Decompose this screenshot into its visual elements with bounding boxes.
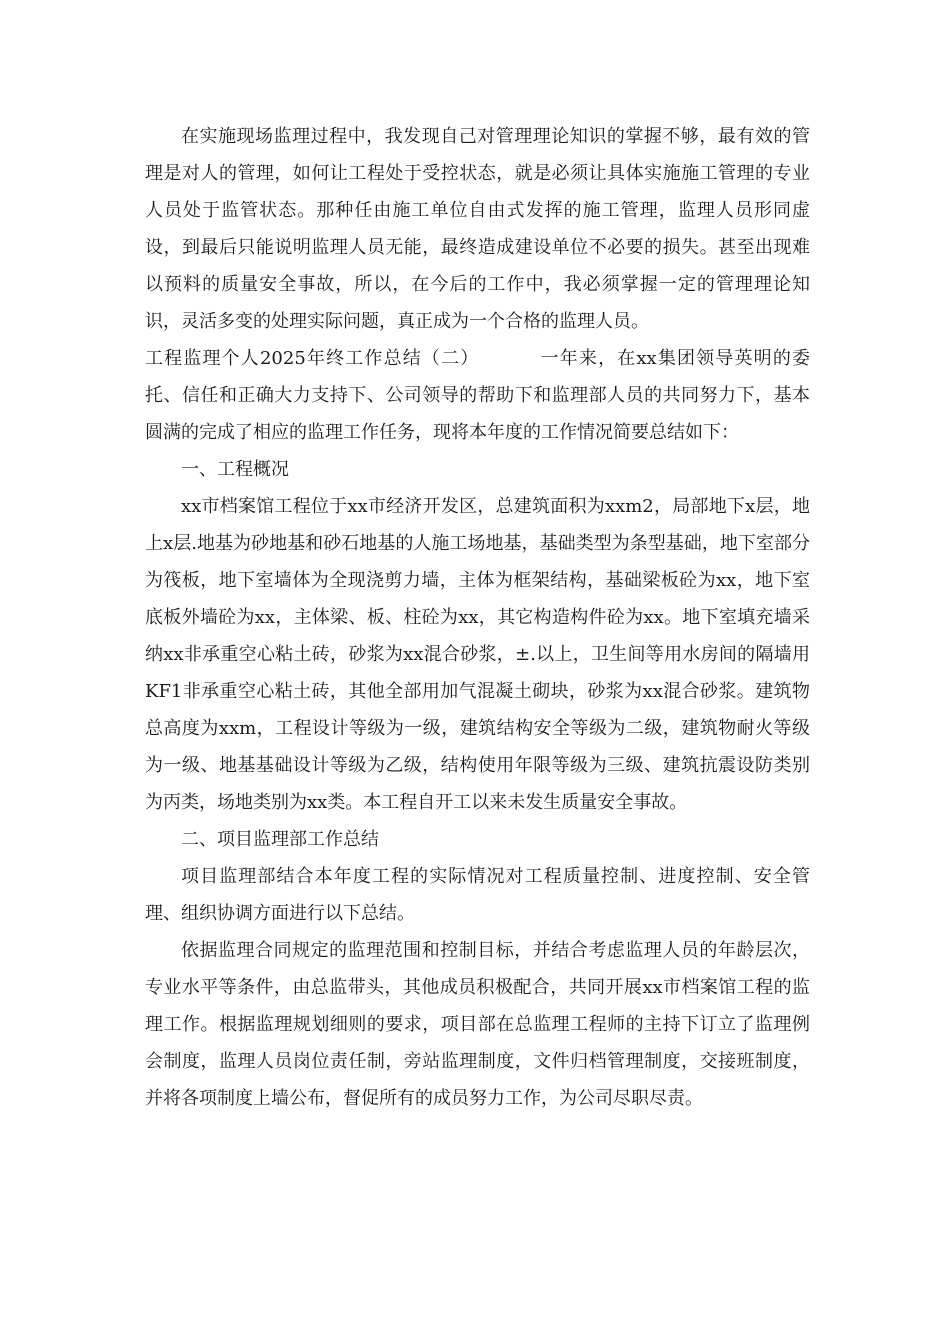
paragraph-management-reflection: 在实施现场监理过程中，我发现自己对管理理论知识的掌握不够，最有效的管理是对人的管理，如何让工程处于受控状态，就是必须让具体实施施工管理的专业人员处于监管状态。那种任由施工单位自由式发挥的施工管理，监理人员形同虚设，到最后只能说明监理人员无能，最终造成建设单位不必要的损失。甚至出现难以预料的质量安全事故，所以，在今后的工作中，我必须掌握一定的管理理论知识，灵活多变的处理实际问题，真正成为一个合格的监理人员。: [145, 126, 810, 332]
paragraph-supervision-intro: 项目监理部结合本年度工程的实际情况对工程质量控制、进度控制、安全管理、组织协调方面进行以下总结。: [145, 866, 810, 924]
heading-supervision-summary: 二、项目监理部工作总结: [181, 829, 379, 850]
heading-project-overview: 一、工程概况: [181, 459, 289, 480]
document-body: [145, 118, 810, 1117]
paragraph-year-summary-intro: 一年来，在xx集团领导英明的委托、信任和正确大力支持下、公司领导的帮助下和监理部人员的共同努力下，基本圆满的完成了相应的监理工作任务，现将本年度的工作情况简要总结如下：: [145, 348, 810, 443]
paragraph-project-overview: xx市档案馆工程位于xx市经济开发区，总建筑面积为xxm2，局部地下x层，地上x层.地基为砂地基和砂石地基的人施工场地基，基础类型为条型基础，地下室部分为筏板，地下室墙体为全现浇剪力墙，主体为框架结构，基础梁板砼为xx，地下室底板外墙砼为xx，主体梁、板、柱砼为xx，其它构造构件砼为xx。地下室填充墙采纳xx非承重空心粘土砖，砂浆为xx混合砂浆，±.以上，卫生间等用水房间的隔墙用KF1非承重空心粘土砖，其他全部用加气混凝土砌块，砂浆为xx混合砂浆。建筑物总高度为xxm，工程设计等级为一级，建筑结构安全等级为二级，建筑物耐火等级为一级、地基基础设计等级为乙级，结构使用年限等级为三级、建筑抗震设防类别为丙类，场地类别为xx类。本工程自开工以来未发生质量安全事故。: [145, 496, 810, 813]
paragraph-supervision-organization: 依据监理合同规定的监理范围和控制目标，并结合考虑监理人员的年龄层次，专业水平等条件，由总监带头，其他成员积极配合，共同开展xx市档案馆工程的监理工作。根据监理规划细则的要求，项目部在总监理工程师的主持下订立了监理例会制度，监理人员岗位责任制，旁站监理制度，文件归档管理制度，交接班制度，并将各项制度上墙公布，督促所有的成员努力工作，为公司尽职尽责。: [145, 940, 810, 1109]
section-title: 工程监理个人2025年终工作总结（二）: [145, 348, 480, 369]
section-title-line: [145, 340, 810, 451]
